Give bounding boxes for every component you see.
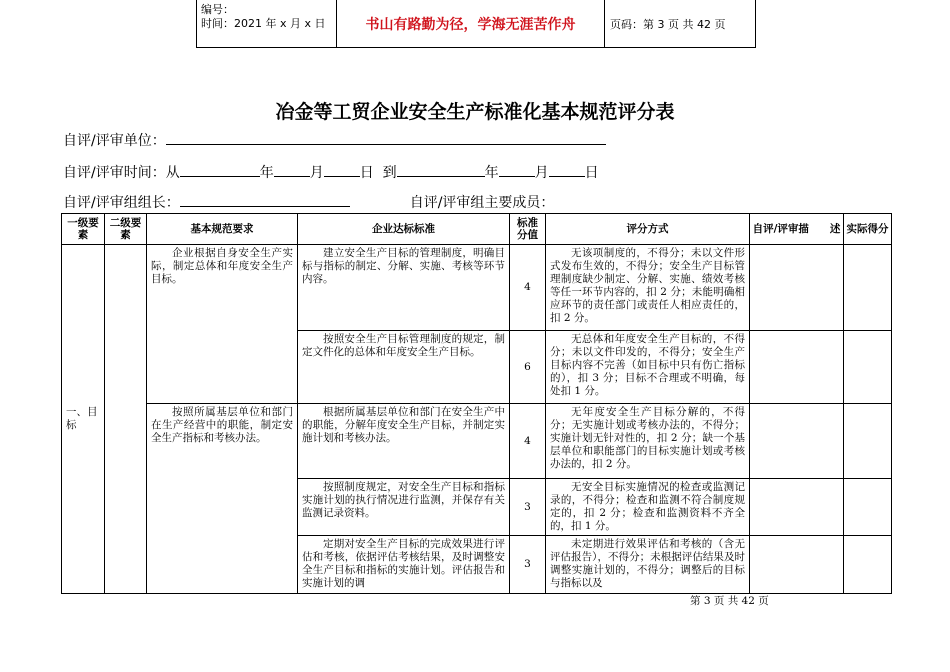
page-footer: 第 3 页 共 42 页 (690, 595, 769, 607)
score-table (61, 213, 892, 594)
month-label-2: 月 (534, 165, 549, 181)
header-meta (197, 0, 337, 47)
table-row (62, 404, 892, 479)
month-label: 月 (309, 165, 324, 181)
score-cell: 4 (510, 245, 546, 331)
description-cell[interactable] (750, 536, 844, 594)
to-year-field[interactable] (397, 162, 485, 177)
unit-label: 自评/评审单位： (63, 133, 166, 149)
description-cell[interactable] (750, 479, 844, 536)
table-row (62, 245, 892, 331)
header-page-label: 页码：第 3 页 共 42 页 (610, 17, 726, 31)
from-year-field[interactable] (180, 162, 260, 177)
actual-score-cell[interactable] (844, 479, 892, 536)
header-score: 标准分值 (510, 214, 546, 245)
header-method: 评分方式 (546, 214, 750, 245)
actual-score-cell[interactable] (844, 331, 892, 404)
leader-field[interactable] (180, 192, 350, 207)
method-cell: 无安全目标实施情况的检查或监测记录的，不得分；检查和监测不符合制度规定的，扣 2 分；检查和监测资料不齐全的，扣 1 分。 (546, 479, 750, 536)
day-label: 日 (359, 165, 374, 181)
description-cell[interactable] (750, 245, 844, 331)
method-cell: 无年度安全生产目标分解的，不得分；无实施计划或考核办法的，不得分；实施计划无针对性的，扣 2 分；缺一个基层单位和职能部门的目标实施计划或考核办法的，扣 2 分。 (546, 404, 750, 479)
actual-score-cell[interactable] (844, 245, 892, 331)
header-level1: 一级要素 (62, 214, 105, 245)
from-day-field[interactable] (324, 162, 360, 177)
unit-field[interactable] (166, 130, 606, 145)
score-cell: 6 (510, 331, 546, 404)
year-label: 年 (259, 165, 274, 181)
year-label-2: 年 (484, 165, 499, 181)
leader-label: 自评/评审组组长： (63, 195, 180, 211)
time-from-label: 自评/评审时间：从 (63, 165, 180, 181)
time-label: 时间：2021 年 x 月 x 日 (201, 17, 326, 30)
form-time-line (63, 162, 599, 182)
header-description: 自评/评审描 述 (750, 214, 844, 245)
number-label: 编号： (201, 3, 234, 16)
score-cell: 3 (510, 479, 546, 536)
to-day-field[interactable] (549, 162, 585, 177)
actual-score-cell[interactable] (844, 404, 892, 479)
standard-cell: 根据所属基层单位和部门在安全生产中的职能，分解年度安全生产目标，并制定实施计划和考核办法。 (298, 404, 510, 479)
members-label: 自评/评审组主要成员： (409, 195, 555, 211)
to-label: 到 (382, 165, 397, 181)
form-unit-line (63, 130, 606, 150)
page-title: 冶金等工贸企业安全生产标准化基本规范评分表 (275, 101, 675, 123)
level1-cell: 一、目标 (62, 245, 105, 594)
standard-cell: 定期对安全生产目标的完成效果进行评估和考核，依据评估考核结果，及时调整安全生产目标和指标的实施计划。评估报告和实施计划的调 (298, 536, 510, 594)
level2-cell (105, 245, 147, 594)
requirement-cell: 企业根据自身安全生产实际，制定总体和年度安全生产目标。 (147, 245, 298, 404)
header-actual: 实际得分 (844, 214, 892, 245)
header-standard: 企业达标标准 (298, 214, 510, 245)
score-cell: 4 (510, 404, 546, 479)
to-month-field[interactable] (499, 162, 535, 177)
table-header-row (62, 214, 892, 245)
score-cell: 3 (510, 536, 546, 594)
header-slogan: 书山有路勤为径，学海无涯苦作舟 (337, 0, 605, 47)
day-label-2: 日 (584, 165, 599, 181)
standard-cell: 按照制度规定，对安全生产目标和指标实施计划的执行情况进行监测，并保存有关监测记录资料。 (298, 479, 510, 536)
header-requirement: 基本规范要求 (147, 214, 298, 245)
method-cell: 无总体和年度安全生产目标的，不得分；未以文件印发的，不得分；安全生产目标内容不完善（如目标中只有伤亡指标的），扣 3 分；目标不合理或不明确，每处扣 1 分。 (546, 331, 750, 404)
standard-cell: 按照安全生产目标管理制度的规定，制定文件化的总体和年度安全生产目标。 (298, 331, 510, 404)
requirement-cell: 按照所属基层单位和部门在生产经营中的职能，制定安全生产指标和考核办法。 (147, 404, 298, 594)
method-cell: 无该项制度的，不得分；未以文件形式发布生效的，不得分；安全生产目标管理制度缺少制定、分解、实施、绩效考核等任一环节内容的，扣 2 分；未能明确相应环节的责任部门或责任人相应责任的，扣 2 分。 (546, 245, 750, 331)
method-cell: 未定期进行效果评估和考核的（含无评估报告），不得分；未根据评估结果及时调整实施计划的，不得分；调整后的目标与指标以及 (546, 536, 750, 594)
standard-cell: 建立安全生产目标的管理制度，明确目标与指标的制定、分解、实施、考核等环节内容。 (298, 245, 510, 331)
form-leader-line (63, 192, 554, 212)
from-month-field[interactable] (274, 162, 310, 177)
description-cell[interactable] (750, 404, 844, 479)
description-cell[interactable] (750, 331, 844, 404)
actual-score-cell[interactable] (844, 536, 892, 594)
page-header (196, 0, 756, 48)
header-level2: 二级要素 (105, 214, 147, 245)
